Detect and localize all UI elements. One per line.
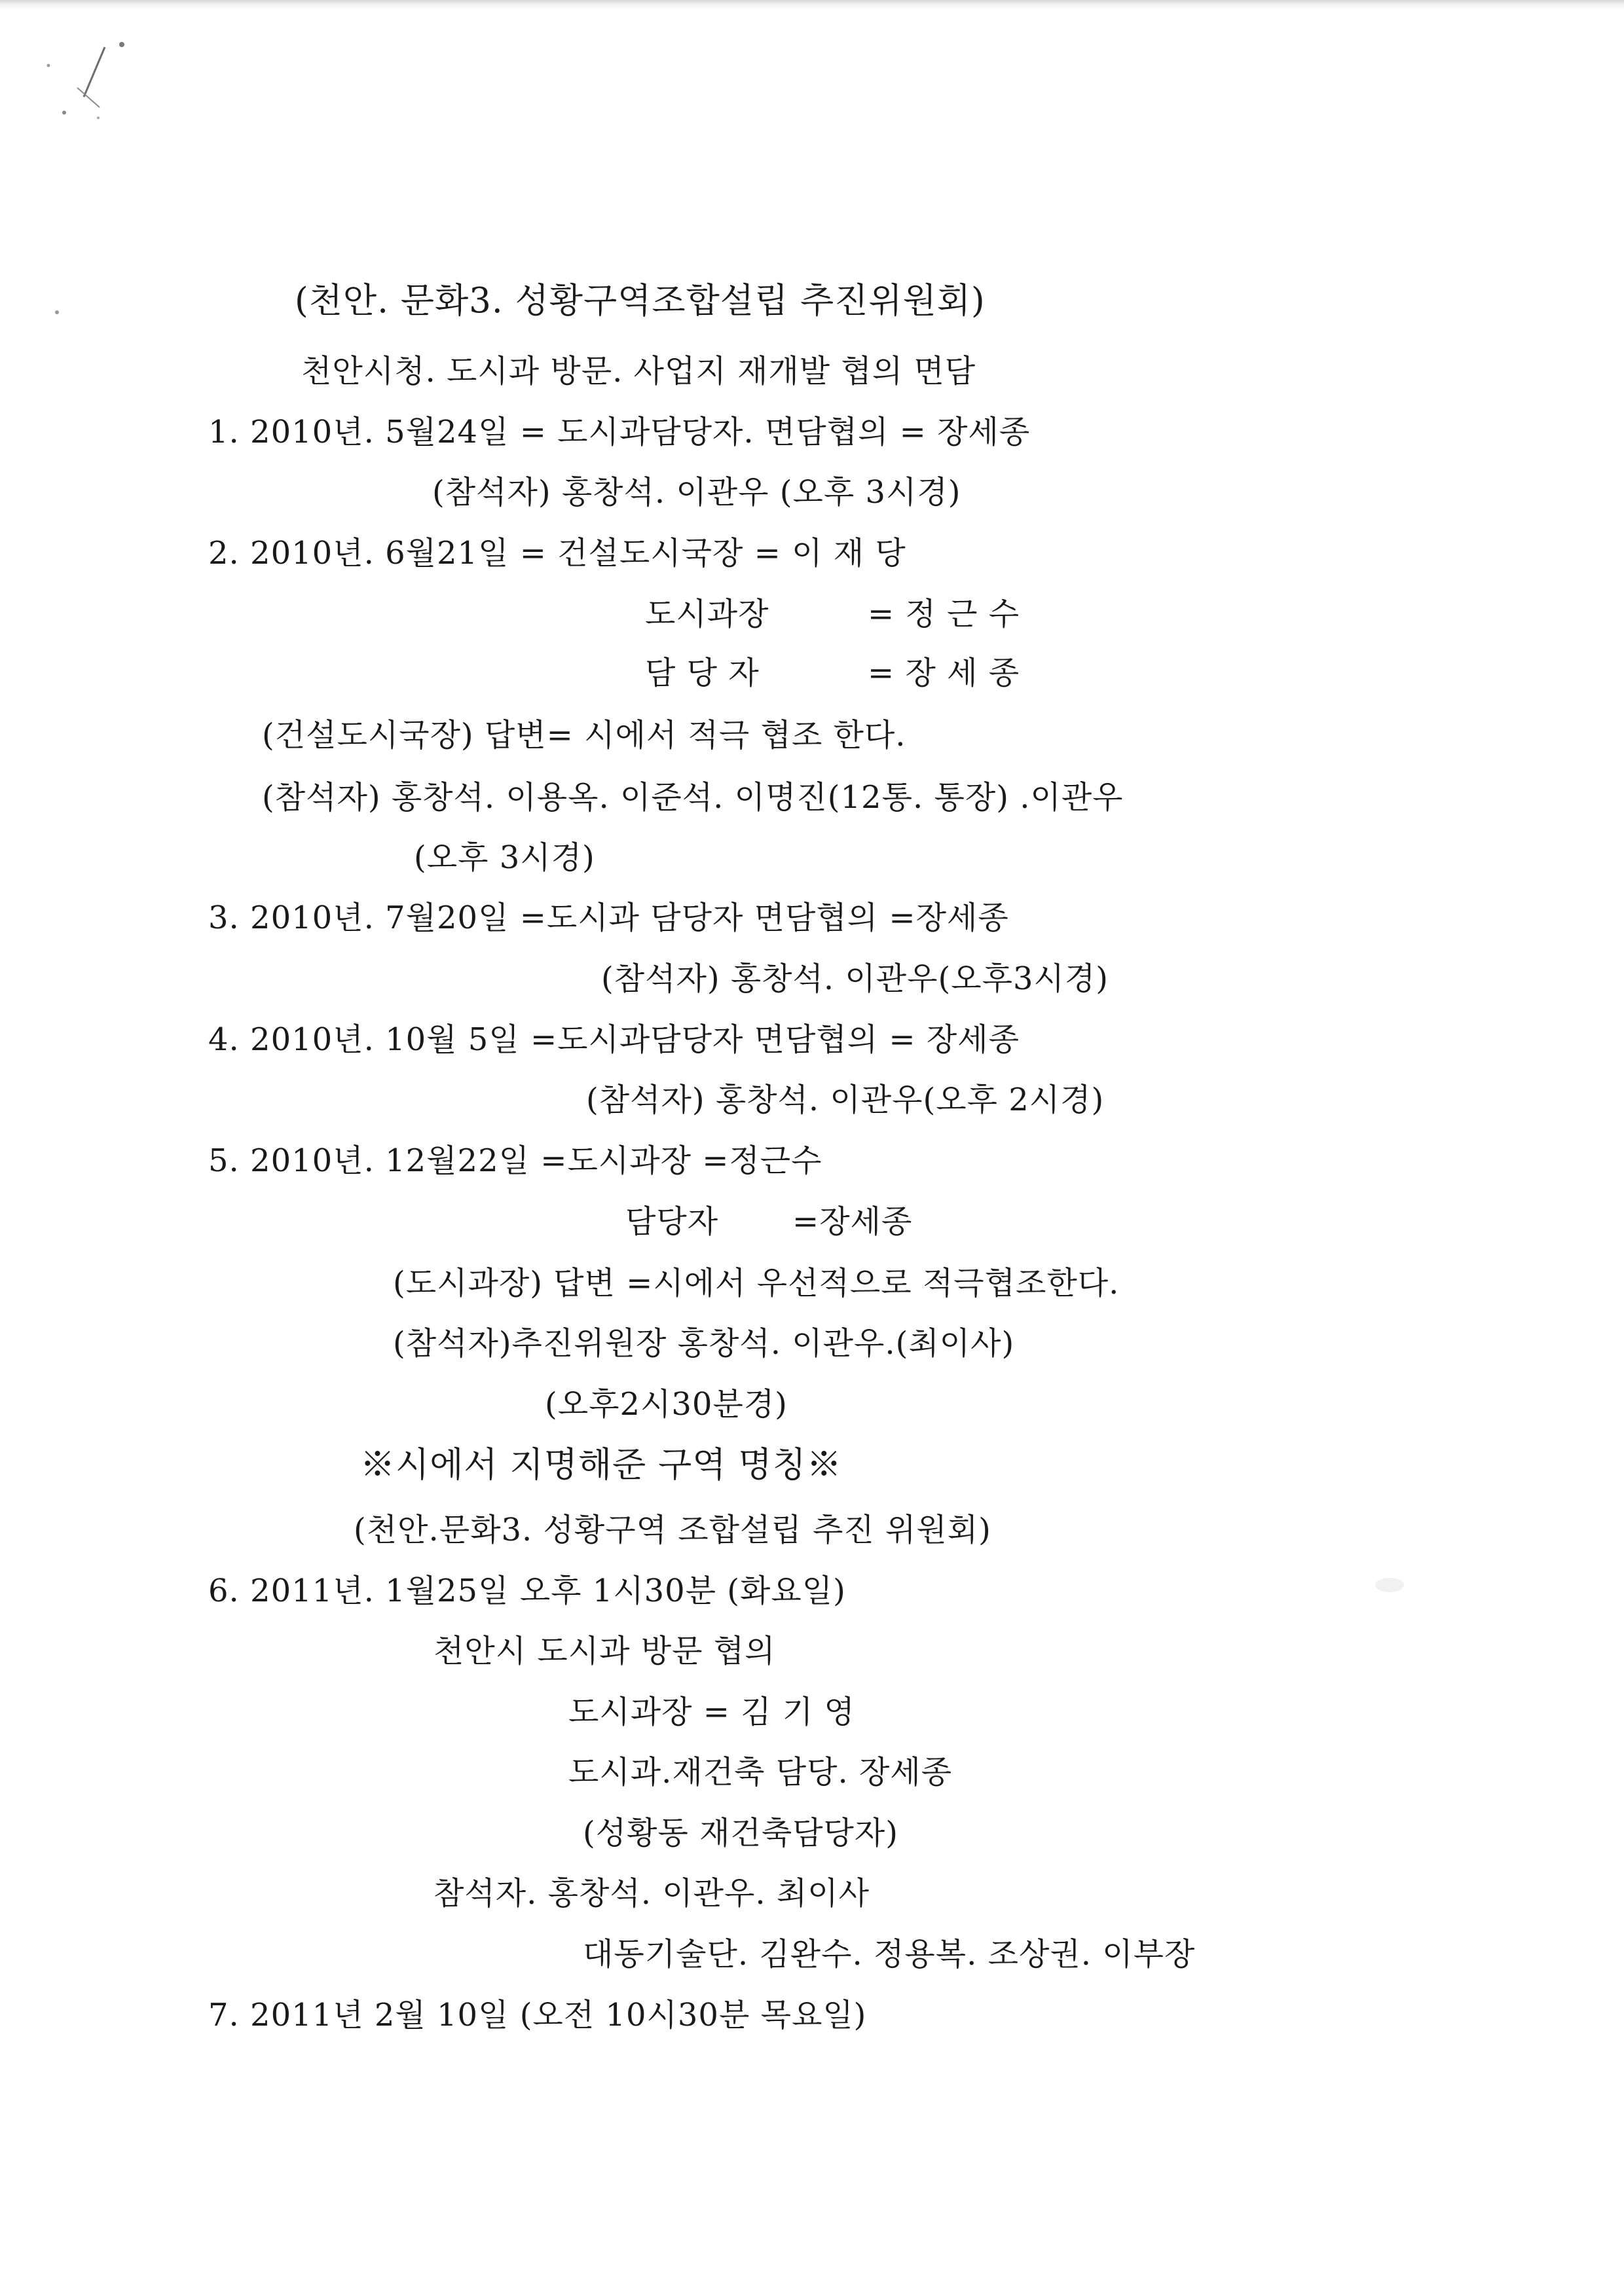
entry-6-chief: 도시과장 = 김 기 영	[568, 1694, 855, 1730]
scan-speck	[1375, 1578, 1404, 1592]
entry-1-attendees: (참석자) 홍창석. 이관우 (오후 3시경)	[432, 474, 961, 511]
entry-6-staff: 도시과.재건축 담당. 장세종	[568, 1754, 953, 1791]
scan-speck	[55, 310, 59, 314]
entry-4-attendees: (참석자) 홍창석. 이관우(오후 2시경)	[586, 1082, 1105, 1118]
document-title: (천안. 문화3. 성황구역조합설립 추진위원회)	[295, 281, 986, 321]
entry-3-main: 3. 2010년. 7월20일 =도시과 담당자 면담협의 =장세종	[208, 900, 1009, 936]
entry-4-main: 4. 2010년. 10월 5일 =도시과담당자 면담협의 = 장세종	[208, 1021, 1020, 1058]
entry-6-attendees-1: 참석자. 홍창석. 이관우. 최이사	[434, 1875, 870, 1912]
entry-5-time: (오후2시30분경)	[545, 1386, 788, 1423]
entry-6-visit: 천안시 도시과 방문 협의	[434, 1633, 776, 1669]
notice-heading: ※시에서 지명해준 구역 명칭※	[360, 1445, 842, 1485]
entry-2-attendees: (참석자) 홍창석. 이용옥. 이준석. 이명진(12통. 통장) .이관우	[262, 779, 1124, 816]
entry-5-answer: (도시과장) 답변 =시에서 우선적으로 적극협조한다.	[393, 1265, 1120, 1302]
entry-2-answer: (건설도시국장) 답변= 시에서 적극 협조 한다.	[262, 717, 906, 754]
entry-5-role-2: 담당자	[625, 1203, 719, 1240]
notice-name: (천안.문화3. 성황구역 조합설립 추진 위원회)	[354, 1512, 991, 1548]
entry-7-main: 7. 2011년 2월 10일 (오전 10시30분 목요일)	[208, 1997, 867, 2033]
entry-2-time: (오후 3시경)	[414, 839, 595, 876]
entry-5-attendees: (참석자)추진위원장 홍창석. 이관우.(최이사)	[393, 1325, 1015, 1362]
entry-2-main: 2. 2010년. 6월21일 = 건설도시국장 = 이 재 당	[208, 535, 906, 572]
document-subtitle: 천안시청. 도시과 방문. 사업지 재개발 협의 면담	[301, 353, 976, 390]
entry-2-name-2: = 정 근 수	[868, 596, 1020, 632]
entry-6-main: 6. 2011년. 1월25일 오후 1시30분 (화요일)	[208, 1573, 846, 1609]
entry-6-attendees-2: 대동기술단. 김완수. 정용복. 조상권. 이부장	[583, 1936, 1196, 1973]
entry-2-role-2: 도시과장	[645, 596, 769, 632]
entry-5-name-2: =장세종	[792, 1203, 913, 1240]
entry-3-attendees: (참석자) 홍창석. 이관우(오후3시경)	[601, 960, 1109, 997]
scan-top-edge	[0, 0, 1624, 9]
entry-2-role-3: 담 당 자	[645, 655, 760, 691]
entry-1-main: 1. 2010년. 5월24일 = 도시과담당자. 면담협의 = 장세종	[208, 414, 1031, 450]
entry-5-main: 5. 2010년. 12월22일 =도시과장 =정근수	[208, 1142, 822, 1179]
entry-2-name-3: = 장 세 종	[868, 655, 1020, 691]
scan-mark-icon	[26, 20, 138, 131]
entry-6-staff-note: (성황동 재건축담당자)	[583, 1815, 899, 1851]
